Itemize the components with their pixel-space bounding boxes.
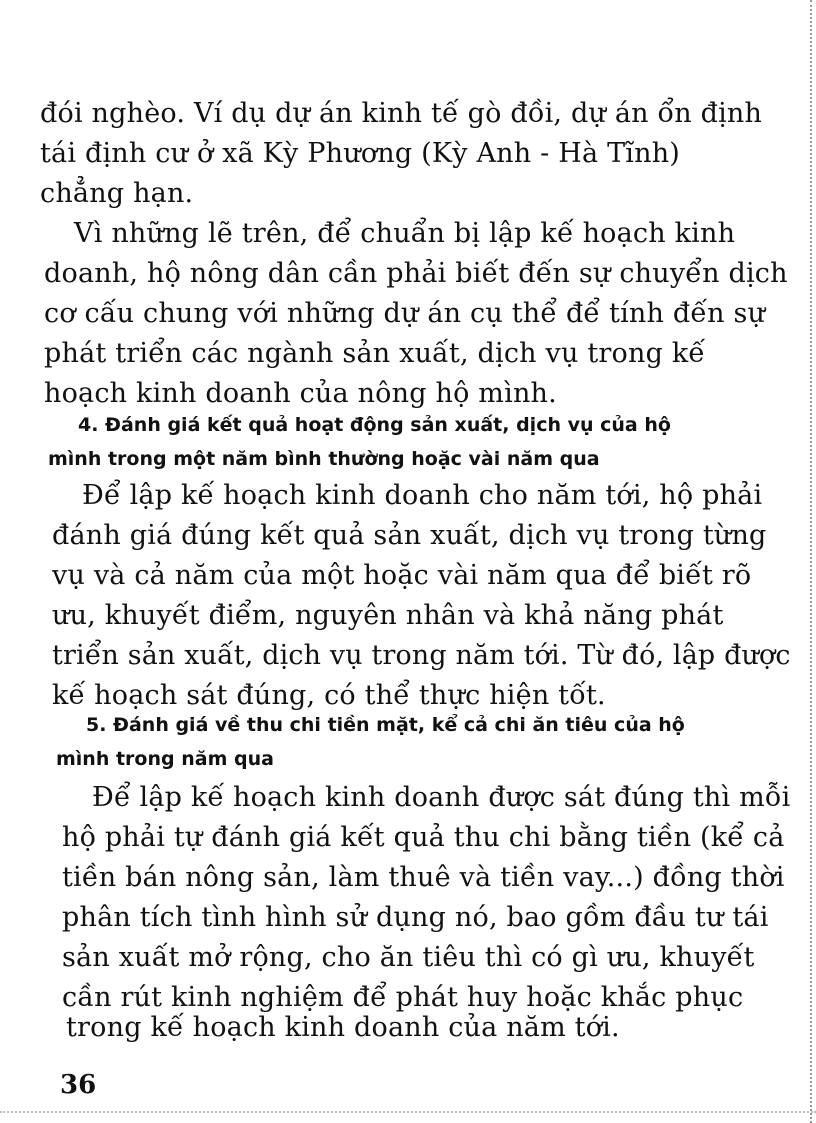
paragraph-line: tái định cư ở xã Kỳ Phương (Kỳ Anh - Hà Tĩnh) [40,138,681,169]
paragraph-line: vụ và cả năm của một hoặc vài năm qua để biết rõ [52,560,752,591]
paragraph-line: Để lập kế hoạch kinh doanh được sát đúng thì mỗi [92,782,791,813]
paragraph-line: cơ cấu chung với những dự án cụ thể để tính đến sự [44,298,766,329]
paragraph-line: triển sản xuất, dịch vụ trong năm tới. Từ đó, lập được [52,640,791,671]
paragraph-line: phân tích tình hình sử dụng nó, bao gồm đầu tư tái [62,902,769,933]
paragraph-line: hộ phải tự đánh giá kết quả thu chi bằng tiền (kể cả [62,822,785,853]
paragraph-line: tiền bán nông sản, làm thuê và tiền vay...) đồng thời [62,862,785,893]
paragraph-line: phát triển các ngành sản xuất, dịch vụ trong kế [44,338,706,369]
paragraph-line: trong kế hoạch kinh doanh của năm tới. [66,1012,620,1043]
paragraph-line: hoạch kinh doanh của nông hộ mình. [44,378,557,409]
section-heading: mình trong một năm bình thường hoặc vài năm qua [48,448,600,470]
paragraph-line: đói nghèo. Ví dụ dự án kinh tế gò đồi, dự án ổn định [40,98,763,129]
paragraph-line: ưu, khuyết điểm, nguyên nhân và khả năng phát [52,600,724,631]
paragraph-line: kế hoạch sát đúng, có thể thực hiện tốt. [52,680,606,711]
paragraph-line: đánh giá đúng kết quả sản xuất, dịch vụ trong từng [52,520,767,551]
section-heading: 4. Đánh giá kết quả hoạt động sản xuất, dịch vụ của hộ [78,414,671,436]
page-edge-bottom [0,1110,816,1113]
paragraph-line: doanh, hộ nông dân cần phải biết đến sự chuyển dịch [44,258,788,289]
paragraph-line: cần rút kinh nghiệm để phát huy hoặc khắc phục [62,982,744,1013]
section-heading: mình trong năm qua [56,748,274,770]
paragraph-line: chẳng hạn. [40,178,194,209]
paragraph-line: Để lập kế hoạch kinh doanh cho năm tới, hộ phải [82,480,763,511]
section-heading: 5. Đánh giá về thu chi tiền mặt, kể cả chi ăn tiêu của hộ [86,714,685,736]
page-edge-right [809,0,812,1123]
paragraph-line: Vì những lẽ trên, để chuẩn bị lập kế hoạch kinh [74,218,736,249]
page-number: 36 [60,1070,97,1100]
paragraph-line: sản xuất mở rộng, cho ăn tiêu thì có gì ưu, khuyết [62,942,755,973]
